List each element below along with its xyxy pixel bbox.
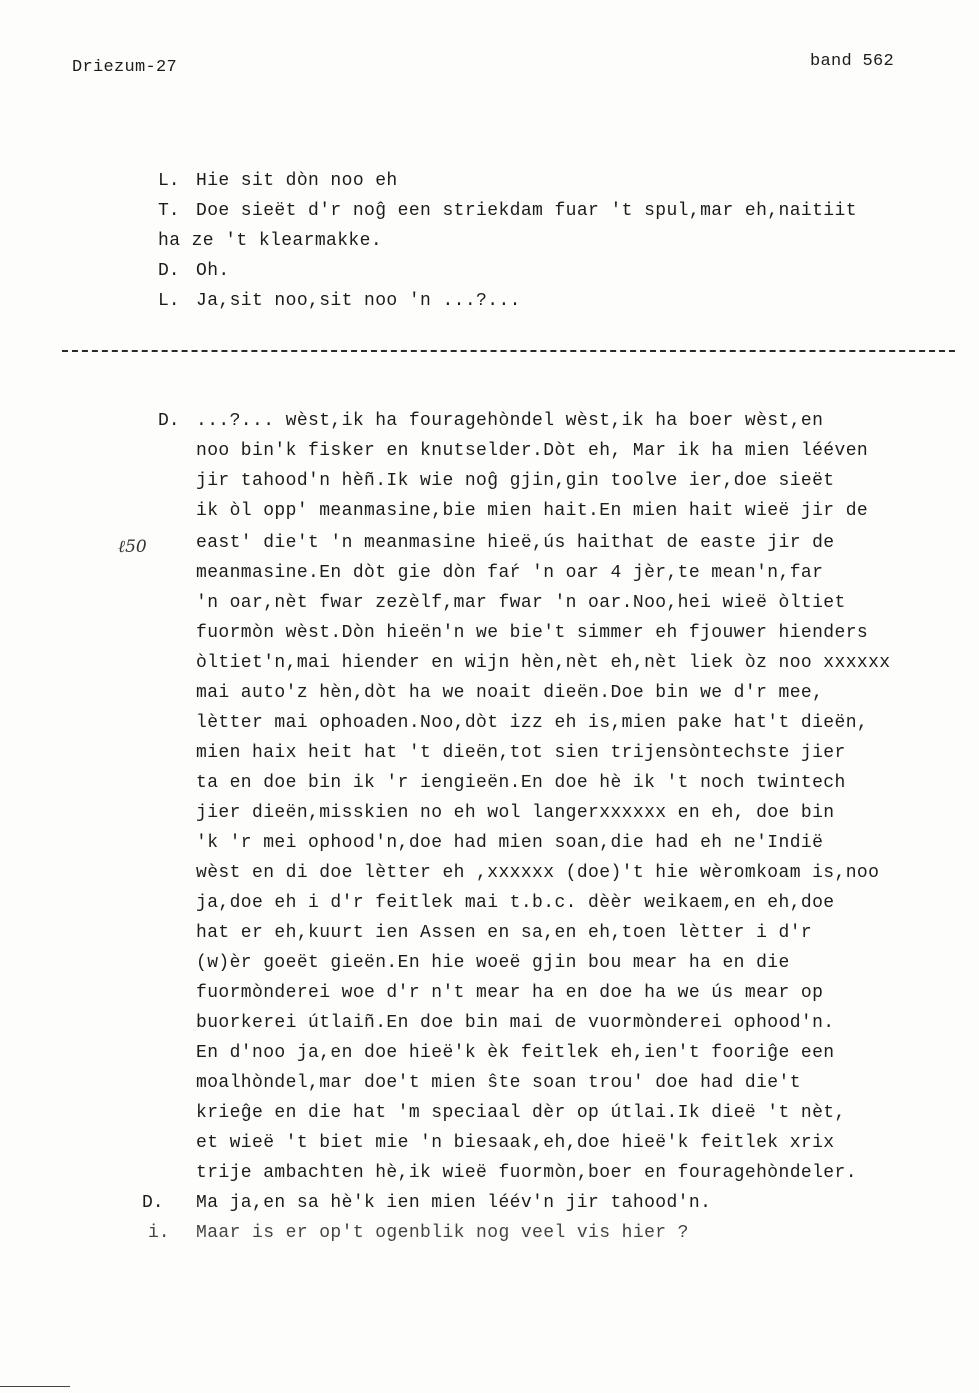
transcript-line: fuormòn wèst.Dòn hieën'n we bie't simmer eh fjouwer hienders [196,623,869,643]
document-id: Driezum-27 [72,58,178,77]
transcript-line: Ma ja,en sa hè'k ien mien léév'n jir tahood'n. [196,1193,712,1213]
speaker-label: D. [158,411,180,431]
section-divider [62,350,955,352]
transcript-line: mai auto'z hèn,dòt ha we noait dieën.Doe bin we d'r mee, [196,683,824,703]
transcript-line: ja,doe eh i d'r feitlek mai t.b.c. dèèr weikaem,en eh,doe [196,893,835,913]
transcript-line: moalhòndel,mar doe't mien ŝte soan trou' doe had die't [196,1073,801,1093]
transcript-line: wèst en di doe lètter eh ,xxxxxx (doe)'t hie wèromkoam is,noo [196,863,880,883]
transcript-line: Hie sit dòn noo eh [196,171,398,191]
transcript-line: 'k 'r mei ophood'n,doe had mien soan,die had eh ne'Indië [196,833,824,853]
speaker-label: D. [158,261,180,281]
transcript-line: Oh. [196,261,230,281]
speaker-label: i. [148,1223,170,1243]
transcript-line: lètter mai ophoaden.Noo,dòt izz eh is,mien pake hat't dieën, [196,713,869,733]
transcript-line: Maar is er op't ogenblik nog veel vis hier ? [196,1223,689,1243]
transcript-line: east' die't 'n meanmasine hieë,ús haithat de easte jir de [196,533,835,553]
speaker-label: L. [158,171,180,191]
transcript-line: ta en doe bin ik 'r iengieën.En doe hè ik 't noch twintech [196,773,846,793]
transcript-line: ik òl opp' meanmasine,bie mien hait.En mien hait wieë jir de [196,501,869,521]
speaker-label: D. [142,1193,164,1213]
transcript-line: jier dieën,misskien no eh wol langerxxxxxx en eh, doe bin [196,803,835,823]
footer-rule [0,1386,70,1387]
transcript-line: 'n oar,nèt fwar zezèlf,mar fwar 'n oar.Noo,hei wieë òltiet [196,593,846,613]
transcript-line: mien haix heit hat 't dieën,tot sien trijensòntechste jier [196,743,846,763]
transcript-line: krieĝe en die hat 'm speciaal dèr op útlai.Ik dieë 't nèt, [196,1103,846,1123]
transcript-line: hat er eh,kuurt ien Assen en sa,en eh,toen lètter i d'r [196,923,813,943]
transcript-line: fuormònderei woe d'r n't mear ha en doe ha we ús mear op [196,983,824,1003]
speaker-label: L. [158,291,180,311]
transcript-line: (w)èr goeët gieën.En hie woeë gjin bou mear ha en die [196,953,790,973]
transcript-line: trije ambachten hè,ik wieë fuormòn,boer en fouragehòndeler. [196,1163,857,1183]
transcript-line: òltiet'n,mai hiender en wijn hèn,nèt eh,nèt liek òz noo xxxxxx [196,653,891,673]
transcript-line: Doe sieët d'r noĝ een striekdam fuar 't spul,mar eh,naitiit [196,201,857,221]
transcript-line: En d'noo ja,en doe hieë'k èk feitlek eh,ien't fooriĝe een [196,1043,835,1063]
tape-counter-note: ℓ50 [118,537,147,557]
transcript-line: et wieë 't biet mie 'n biesaak,eh,doe hieë'k feitlek xrix [196,1133,835,1153]
transcript-line: meanmasine.En dòt gie dòn faŕ 'n oar 4 jèr,te mean'n,far [196,563,824,583]
speaker-label: T. [158,201,180,221]
transcript-line: noo bin'k fisker en knutselder.Dòt eh, Mar ik ha mien lééven [196,441,869,461]
transcript-line: jir tahood'n hèñ.Ik wie noĝ gjin,gin toolve ier,doe sieët [196,471,835,491]
transcript-line: ...?... wèst,ik ha fouragehòndel wèst,ik ha boer wèst,en [196,411,824,431]
tape-number: band 562 [810,52,895,71]
transcript-line: Ja,sit noo,sit noo 'n ...?... [196,291,521,311]
transcript-line: buorkerei útlaiñ.En doe bin mai de vuormònderei ophood'n. [196,1013,835,1033]
transcript-line: ha ze 't klearmakke. [158,231,383,251]
